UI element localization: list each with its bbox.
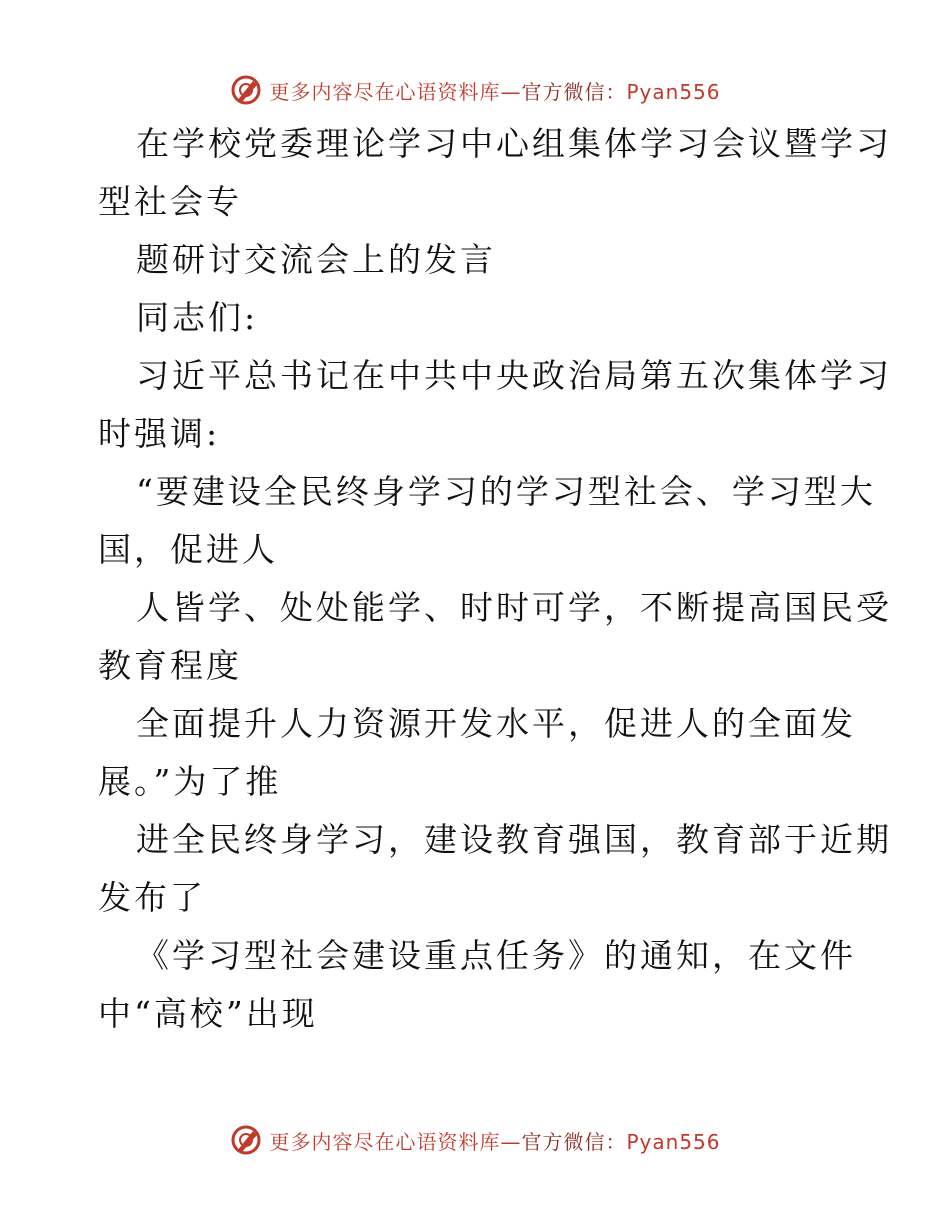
text-line: 时强调: — [98, 414, 221, 453]
footer-watermark — [0, 1120, 950, 1160]
text-line: 进全民终身学习，建设教育强国，教育部于近期 — [136, 820, 892, 859]
watermark-main: 更多内容尽在心语资料库 — [269, 79, 501, 104]
document-body — [98, 115, 892, 1043]
pen-logo-icon — [229, 73, 263, 107]
text-line: 习近平总书记在中共中央政治局第五次集体学习 — [136, 356, 892, 395]
watermark-official: 官方微信： — [521, 1129, 627, 1154]
text-line: 发布了 — [98, 878, 206, 917]
text-line: 同志们: — [136, 298, 259, 337]
text-line: 中“高校”出现 — [98, 994, 318, 1033]
watermark-id: Pyan556 — [626, 79, 721, 104]
watermark-dash: — — [500, 1129, 522, 1154]
text-line: 人皆学、处处能学、时时可学，不断提高国民受 — [136, 588, 892, 627]
text-line: 展。”为了推 — [98, 762, 282, 801]
text-line: 《学习型社会建设重点任务》的通知，在文件 — [136, 936, 856, 975]
text-line: “要建设全民终身学习的学习型社会、学习型大 — [136, 472, 876, 511]
text-line: 教育程度 — [98, 646, 242, 685]
header-watermark — [0, 70, 950, 110]
watermark-id: Pyan556 — [626, 1129, 721, 1154]
watermark-text — [269, 76, 720, 105]
watermark-dash: — — [500, 79, 522, 104]
text-line: 型社会专 — [98, 182, 242, 221]
pen-logo-icon — [229, 1123, 263, 1157]
text-line: 在学校党委理论学习中心组集体学习会议暨学习 — [136, 124, 892, 163]
text-line: 全面提升人力资源开发水平，促进人的全面发 — [136, 704, 856, 743]
text-line: 国，促进人 — [98, 530, 278, 569]
text-line: 题研讨交流会上的发言 — [136, 240, 496, 279]
watermark-main: 更多内容尽在心语资料库 — [269, 1129, 501, 1154]
watermark-text — [269, 1126, 720, 1155]
watermark-official: 官方微信： — [521, 79, 627, 104]
